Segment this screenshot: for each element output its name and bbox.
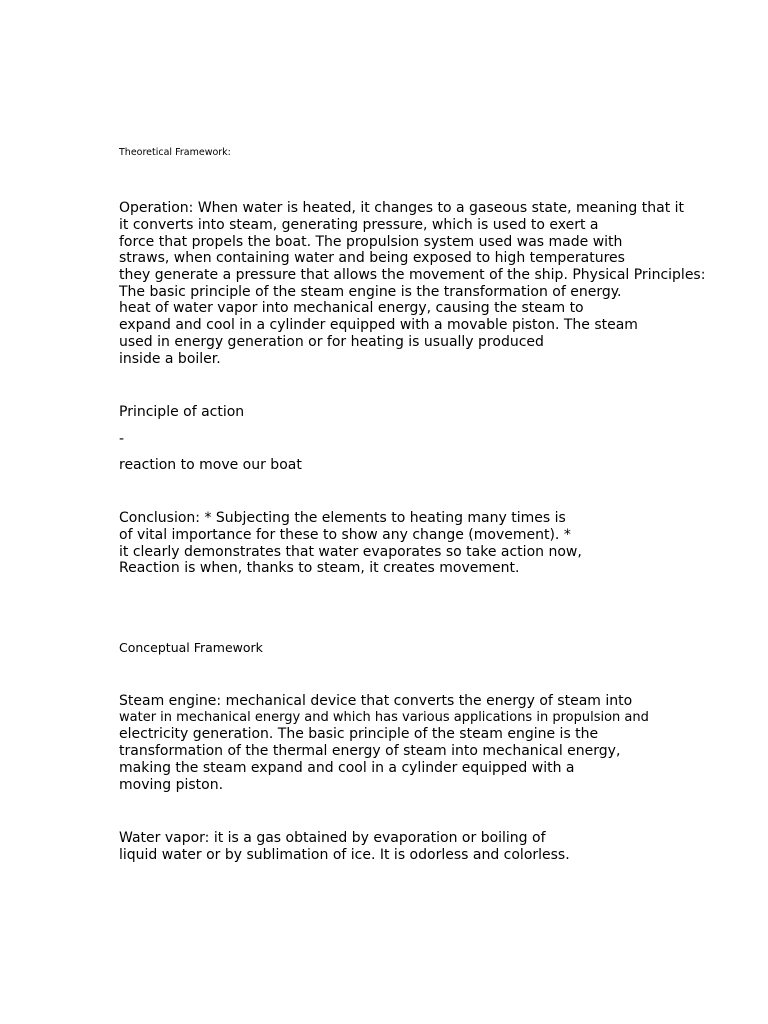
operation-line: heat of water vapor into mechanical energy, causing the steam to: [119, 300, 584, 316]
theoretical-framework-heading: Theoretical Framework:: [119, 147, 231, 158]
steam-engine-line: electricity generation. The basic principle of the steam engine is the: [119, 726, 599, 742]
conceptual-framework-heading: Conceptual Framework: [119, 640, 263, 655]
principle-of-action-heading: Principle of action: [119, 404, 245, 420]
operation-line: used in energy generation or for heating is usually produced: [119, 334, 544, 350]
operation-line: straws, when containing water and being exposed to high temperatures: [119, 250, 625, 266]
conclusion-line: Conclusion: * Subjecting the elements to heating many times is: [119, 510, 566, 526]
conclusion-line: of vital importance for these to show any change (movement). *: [119, 527, 571, 543]
reaction-line: reaction to move our boat: [119, 457, 302, 473]
conclusion-line: it clearly demonstrates that water evaporates so take action now,: [119, 544, 582, 560]
operation-line: expand and cool in a cylinder equipped with a movable piston. The steam: [119, 317, 638, 333]
operation-line: force that propels the boat. The propulsion system used was made with: [119, 234, 623, 250]
steam-engine-line: making the steam expand and cool in a cylinder equipped with a: [119, 760, 575, 776]
water-vapor-line: liquid water or by sublimation of ice. It is odorless and colorless.: [119, 847, 570, 863]
steam-engine-line: water in mechanical energy and which has various applications in propulsion and: [119, 710, 649, 725]
dash-line: -: [119, 431, 125, 447]
water-vapor-line: Water vapor: it is a gas obtained by evaporation or boiling of: [119, 830, 546, 846]
operation-line: they generate a pressure that allows the movement of the ship. Physical Principles:: [119, 267, 706, 283]
operation-line: inside a boiler.: [119, 351, 221, 367]
operation-line: it converts into steam, generating pressure, which is used to exert a: [119, 217, 599, 233]
steam-engine-line: transformation of the thermal energy of steam into mechanical energy,: [119, 743, 621, 759]
operation-line: The basic principle of the steam engine is the transformation of energy.: [119, 284, 622, 300]
steam-engine-line: moving piston.: [119, 777, 224, 793]
steam-engine-line: Steam engine: mechanical device that converts the energy of steam into: [119, 693, 633, 709]
conclusion-line: Reaction is when, thanks to steam, it creates movement.: [119, 560, 520, 576]
operation-line: Operation: When water is heated, it changes to a gaseous state, meaning that it: [119, 200, 685, 216]
